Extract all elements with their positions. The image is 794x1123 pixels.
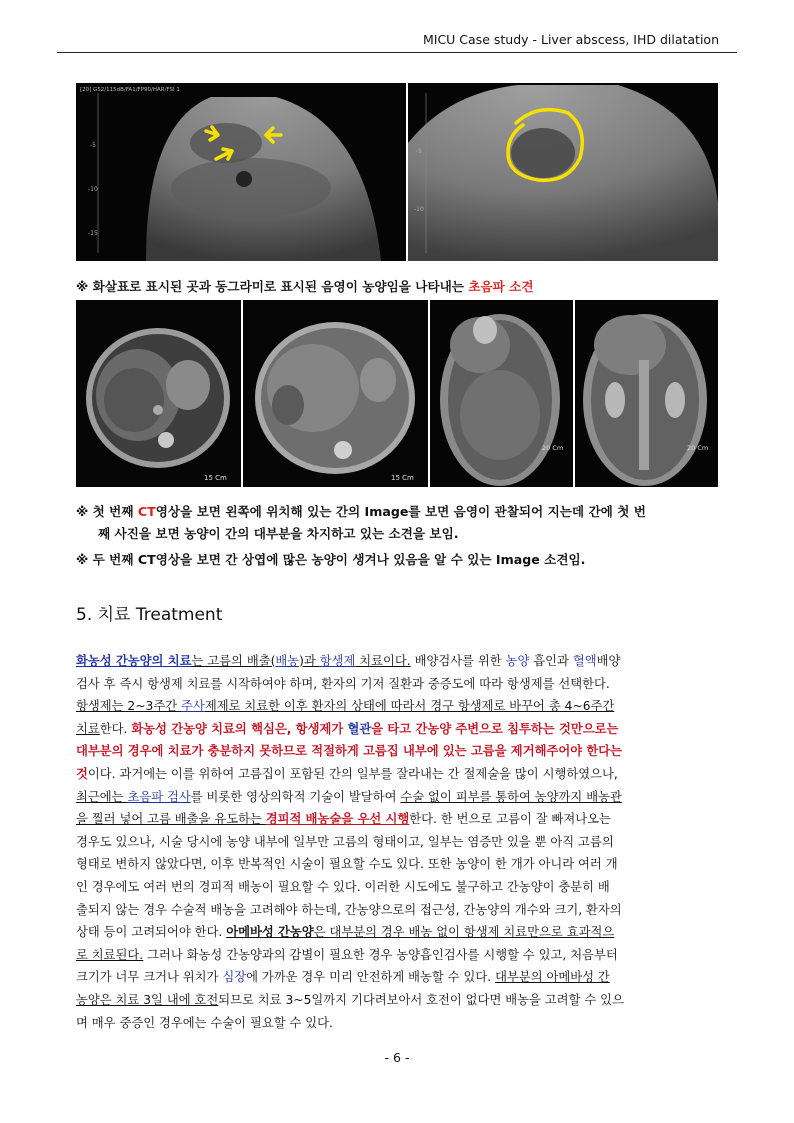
depth-tick: -15 (88, 230, 98, 237)
ct-caption-2: ※ 두 번째 CT영상을 보면 간 상엽에 많은 농양이 생겨나 있음을 알 수 있는 Image 소견임. (76, 552, 586, 567)
ultrasound-image-arrows (76, 83, 406, 261)
ct-scale-label: 15 Cm (204, 474, 227, 482)
ultrasound-settings-label: [20] G52/115dB/FA1/FP90/HAR/FSI 1 (80, 87, 180, 93)
treatment-paragraph: 화농성 간농양의 치료는 고름의 배출(배농)과 항생제 치료이다. 배양검사를 위한 농양 흡인과 혈액배양 검사 후 즉시 항생제 치료를 시작하여야 하며, 환자의 기저 질환과 중증도에 따라 항생제를 선택한다. 항생제는 2~3주간 주사제제로 치료한 이후 환자의 상태에 따라서 경구 항생제로 바꾸어 총 4~6주간 치료한다. 화농성 간농양 치료의 핵심은, 항생제가 혈관을 타고 간농양 주변으로 침투하는 것만으로는 대부분의 경우에 치료가 충분하지 못하므로 적절하게 고름집 내부에 있는 고름을 제거해주어야 한다는 것이다. 과거에는 이를 위하여 고름집이 포함된 간의 일부를 잘라내는 간 절제술을 많이 시행하였으나, 최근에는 초음파 검사를 비롯한 영상의학적 기술이 발달하여 수술 없이 피부를 통하여 농양까지 배농관 을 찔러 넣어 고름 배출을 유도하는 경피적 배농술을 우선 시행한다. 한 번으로 고름이 잘 빠져나오는 경우도 있으나, 시술 당시에 농양 내부에 일부만 고름의 형태이고, 일부는 염증만 있을 뿐 아직 고름의 형태로 변하지 않았다면, 이후 반복적인 시술이 필요할 수도 있다. 또한 농양이 한 개가 아니라 여러 개 인 경우에도 여러 번의 경피적 배농이 필요할 수 있다. 이러한 시도에도 불구하고 간농양이 충분히 배 출되지 않는 경우 수술적 배농을 고려해야 하는데, 간농양으로의 접근성, 간농양의 개수와 크기, 환자의 상태 등이 고려되어야 한다. 아메바성 간농양은 대부분의 경우 배농 없이 항생제 치료만으로 효과적으 로 치료된다. 그러나 화농성 간농양과의 감별이 필요한 경우 농양흡인검사를 시행할 수 있고, 처음부터 크기가 너무 크거나 위치가 심장에 가까운 경우 미리 안전하게 배농할 수 있다. 대부분의 아메바성 간 농양은 치료 3일 내에 호전되므로 치료 3~5일까지 기다려보아서 호전이 없다면 배농을 고려할 수 있으 며 매우 중증인 경우에는 수술이 필요할 수 있다. (76, 654, 624, 1030)
ultrasound-image-circle (408, 83, 718, 261)
depth-tick: -5 (416, 148, 422, 155)
section-title: 5. 치료 Treatment (76, 605, 223, 625)
depth-tick: -10 (88, 186, 98, 193)
caption-highlight: 초음파 소견 (468, 279, 534, 294)
ct-coronal-image-1 (430, 300, 573, 487)
header-rule (57, 52, 737, 53)
depth-tick: -10 (414, 206, 424, 213)
ct-caption-1-line2: 째 사진을 보면 농양이 간의 대부분을 차지하고 있는 소견을 보임. (98, 526, 459, 541)
ct-axial-image-1 (76, 300, 241, 487)
ct-caption-1: ※ 첫 번째 CT영상을 보면 왼쪽에 위치해 있는 간의 Image를 보면 음영이 관찰되어 지는데 간에 첫 번 (76, 504, 646, 519)
ct-coronal-image-2 (575, 300, 718, 487)
ultrasound-caption: ※ 화살표로 표시된 곳과 동그라미로 표시된 음영이 농양임을 나타내는 초음파 소견 (76, 279, 534, 294)
depth-tick: -5 (90, 142, 96, 149)
ct-scale-label: 20 Cm (687, 444, 709, 452)
header-title: MICU Case study - Liver abscess, IHD dilatation (422, 32, 719, 47)
ct-axial-image-2 (243, 300, 428, 487)
ct-scale-label: 15 Cm (391, 474, 414, 482)
page-number: - 6 - (384, 1050, 410, 1065)
ct-scale-label: 20 Cm (542, 444, 564, 452)
caption-highlight: CT (137, 504, 156, 519)
